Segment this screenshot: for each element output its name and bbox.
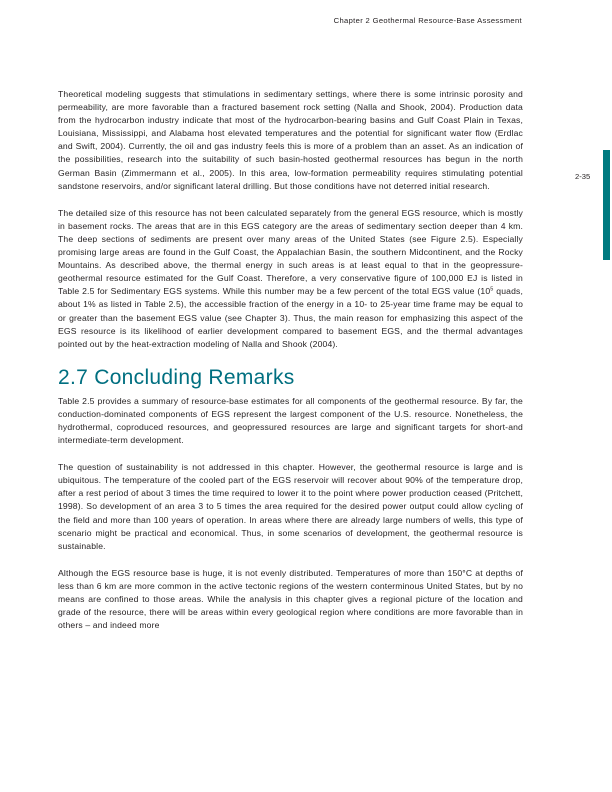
exponent-superscript: 5 bbox=[490, 286, 494, 293]
chapter-margin-bar bbox=[603, 150, 610, 260]
paragraph-resource-size-part2: quads, about 1% as listed in Table 2.5), the accessible fraction of the energy in a 10- to 25-year time frame may be equal to or greater than the basement EGS value (see Chapter 3). Thus, the main reason for emphasizing this aspect of the EGS resource is its likelihood of earlier development compared to basement EGS, and the thermal advantages pointed out by the heat-extraction modeling of Nalla and Shook (2004). bbox=[58, 286, 523, 349]
paragraph-sustainability: The question of sustainability is not addressed in this chapter. However, the geothermal resource is large and is ubiquitous. The temperature of the cooled part of the EGS reservoir will recover about 90% of the temperature drop, after a rest period of about 3 times the time required to lower it to the point where power production ceased (Pritchett, 1998). So development of an area 3 to 5 times the area required for the desired power output could allow cycling of the field and more than 100 years of operation. In areas where there are already large numbers of wells, this type of scenario might be practical and economical. Thus, in some scenarios of development, the geothermal resource is sustainable. bbox=[58, 462, 523, 551]
paragraph-summary: Table 2.5 provides a summary of resource-base estimates for all components of the geothermal resource. By far, the conduction-dominated components of EGS represent the largest component of the U.S. resource. Nonetheless, the hydrothermal, coproduced resources, and geopressured resources are large and significant targets for short-and intermediate-term development. bbox=[58, 395, 523, 446]
running-head: Chapter 2 Geothermal Resource-Base Assessment bbox=[333, 16, 522, 25]
text-column bbox=[58, 88, 523, 646]
page-number: 2-35 bbox=[575, 172, 591, 181]
section-heading: 2.7 Concluding Remarks bbox=[58, 365, 295, 389]
paragraph-resource-size-part1: The detailed size of this resource has not been calculated separately from the general EGS resource, which is mostly in basement rocks. The areas that are in this EGS category are the areas of sedimentary section deeper than 4 km. The deep sections of sediments are present over many areas of the United States (see Figure 2.5). Especially promising large areas are found in the Gulf Coast, the Appalachian Basin, the southern Midcontinent, and the Rocky Mountains. As described above, the thermal energy in such areas is at least equal to that in the geopressure-geothermal resource estimated for the Gulf Coast. Therefore, a very conservative figure of 100,000 EJ is listed in Table 2.5 for Sedimentary EGS systems. While this number may be a few percent of the total EGS value (10 bbox=[58, 207, 523, 297]
paragraph-sedimentary-modeling: Theoretical modeling suggests that stimulations in sedimentary settings, where there is some intrinsic porosity and permeability, are more favorable than a fractured basement rock setting (Nalla and Shook, 2004). Production data from the hydrocarbon industry indicate that most of the hydrocarbon-bearing basins and Gulf Coast Plain in Texas, Louisiana, Mississippi, and Alabama host elevated temperatures and the potential for significant water flow (Erdlac and Swift, 2004). Currently, the oil and gas industry feels this is more of a problem than an asset. As an indication of the possibilities, research into the suitability of such basin-hosted geothermal resources has begun in the north German Basin (Zimmermann et al., 2005). In this area, low-formation permeability requires stimulating potential sandstone reservoirs, and/or significant lateral drilling. But those conditions have not deterred initial research. bbox=[58, 89, 523, 191]
paragraph-distribution: Although the EGS resource base is huge, it is not evenly distributed. Temperatures of more than 150°C at depths of less than 6 km are more common in the active tectonic regions of the western conterminous United States, but by no means are confined to those areas. While the analysis in this chapter gives a regional picture of the location and grade of the resource, there will be areas within every geological region where conditions are more favorable than in others – and indeed more bbox=[58, 567, 523, 631]
paragraph-resource-size bbox=[58, 207, 523, 351]
